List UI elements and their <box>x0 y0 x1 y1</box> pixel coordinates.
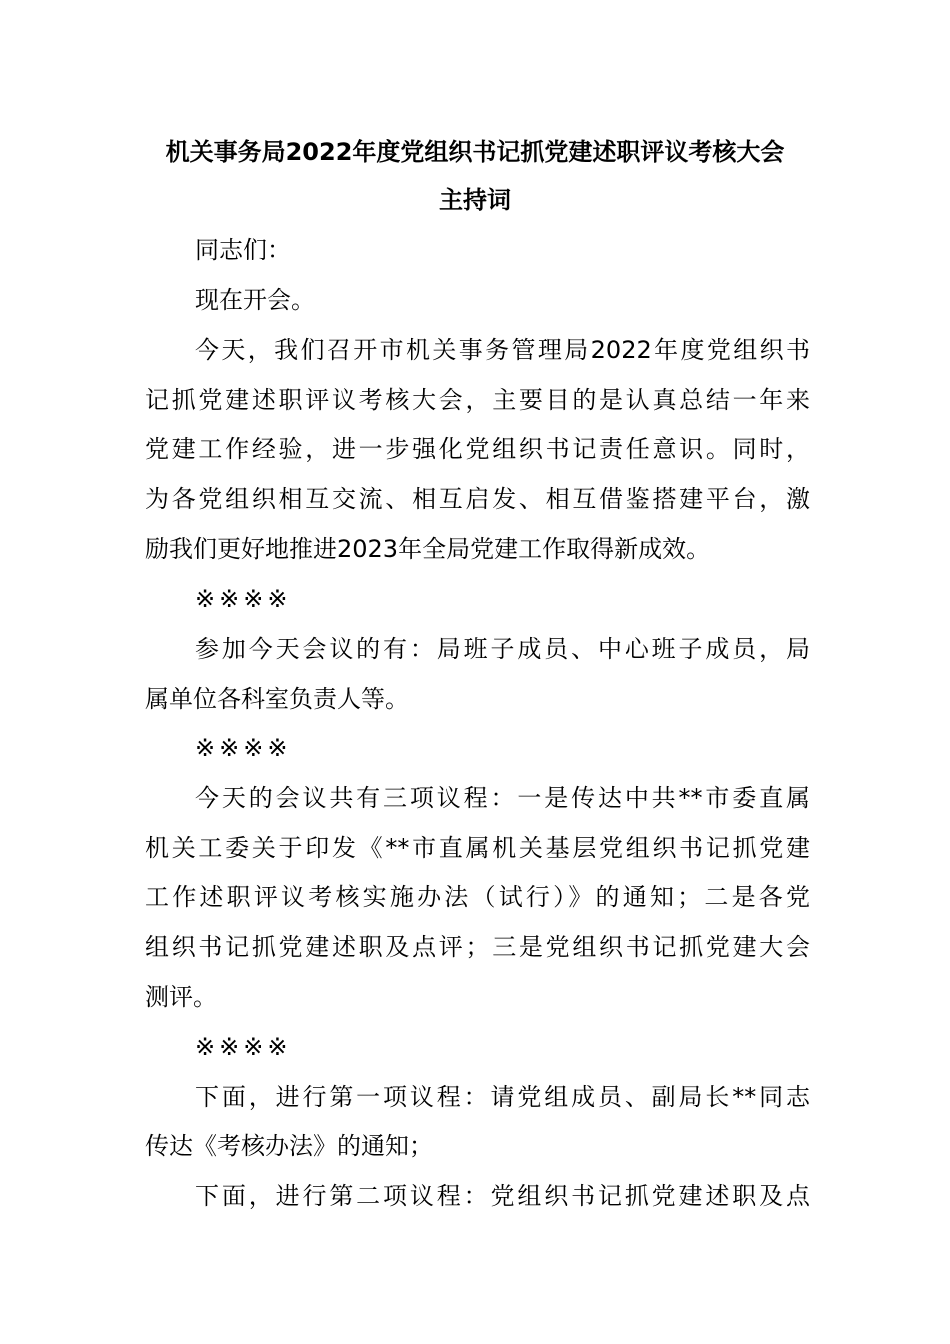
paragraph-line: 今天的会议共有三项议程：一是传达中共**市委直属 <box>195 784 810 812</box>
paragraph-line: 为各党组织相互交流、相互启发、相互借鉴搭建平台，激 <box>145 485 810 513</box>
paragraph-line: 党建工作经验，进一步强化党组织书记责任意识。同时， <box>145 435 810 463</box>
document-subtitle: 主持词 <box>439 186 511 214</box>
paragraph-line: 励我们更好地推进2023年全局党建工作取得新成效。 <box>145 535 711 563</box>
paragraph-line: 组织书记抓党建述职及点评；三是党组织书记抓党建大会 <box>145 933 810 961</box>
paragraph-line: 今天，我们召开市机关事务管理局2022年度党组织书 <box>195 336 810 364</box>
section-separator: ※※※※ <box>195 1033 292 1061</box>
greeting: 同志们： <box>195 236 291 264</box>
paragraph-line: 下面，进行第二项议程：党组织书记抓党建述职及点 <box>195 1182 810 1210</box>
paragraph-line: 机关工委关于印发《**市直属机关基层党组织书记抓党建 <box>145 834 810 862</box>
paragraph-line: 传达《考核办法》的通知； <box>145 1132 433 1160</box>
opening-line: 现在开会。 <box>195 286 315 314</box>
document-title: 机关事务局2022年度党组织书记抓党建述职评议考核大会 <box>165 138 785 166</box>
section-separator: ※※※※ <box>195 585 292 613</box>
paragraph-line: 工作述职评议考核实施办法（试行）》的通知；二是各党 <box>145 883 810 911</box>
paragraph-line: 记抓党建述职评议考核大会，主要目的是认真总结一年来 <box>145 386 810 414</box>
paragraph-line: 测评。 <box>145 983 217 1011</box>
section-separator: ※※※※ <box>195 734 292 762</box>
paragraph-line: 下面，进行第一项议程：请党组成员、副局长**同志 <box>195 1083 810 1111</box>
paragraph-line: 属单位各科室负责人等。 <box>145 685 409 713</box>
paragraph-line: 参加今天会议的有：局班子成员、中心班子成员，局 <box>195 635 810 663</box>
